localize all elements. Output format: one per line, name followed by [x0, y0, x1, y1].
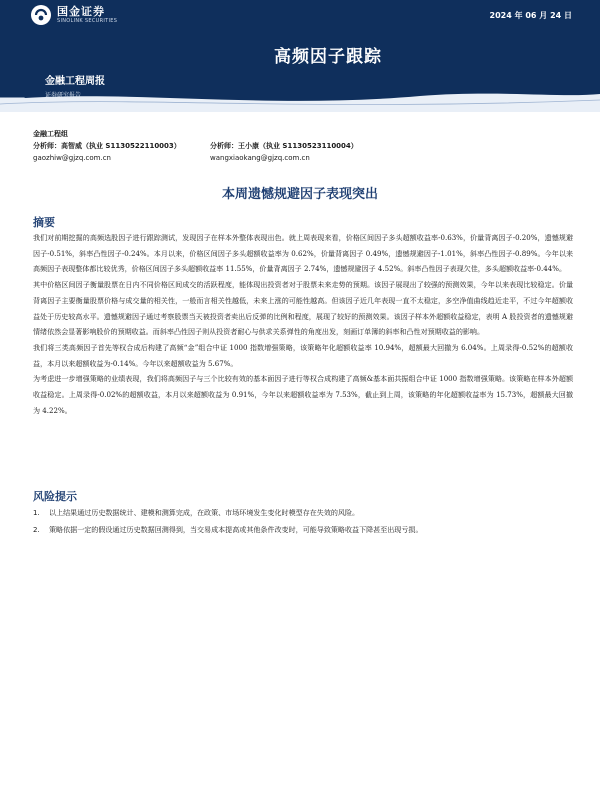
report-type: 证券研究报告	[45, 92, 82, 99]
report-title: 高频因子跟踪	[274, 47, 382, 67]
risk-section	[33, 488, 573, 537]
analyst-2-email[interactable]: wangxiaokang@gjzq.com.cn	[210, 154, 310, 162]
report-series: 金融工程周报	[45, 76, 105, 87]
abstract-paragraph: 我们将三类高频因子首先等权合成后构建了高频“金”组合中证 1000 指数增强策略，该策略年化超额收益率 10.94%，超额最大回撤为 6.04%。上周录得-0.52%的超额收益，本月以来超额收益为-0.14%。今年以来超额收益为 5.67%。	[33, 342, 573, 368]
analyst-block	[33, 128, 573, 164]
analyst-1-email[interactable]: gaozhiw@gjzq.com.cn	[33, 154, 111, 162]
risk-number: 1.	[33, 508, 40, 517]
document-title: 本周遗憾规避因子表现突出	[221, 187, 378, 202]
abstract-paragraph: 为考虑进一步增强策略的业绩表现，我们将高频因子与三个比较有效的基本面因子进行等权合成构建了高频&基本面共振组合中证 1000 指数增强策略。该策略在样本外超额收益稳定。上周录得-0.02%的超额收益，本月以来超额收益为 0.91%，今年以来超额收益率为 7.53%，截止到上周，该策略的年化超额收益率为 15.73%，超额最大回撤为 4.22%。	[33, 374, 573, 415]
abstract-section	[33, 214, 573, 418]
risk-item	[33, 522, 573, 538]
analyst-1: 分析师：高智威（执业 S1130522110003）	[33, 142, 181, 150]
abstract-paragraph: 其中价格区间因子衡量股票在日内不同价格区间成交的活跃程度，能体现出投资者对于股票未来走势的预期。该因子展现出了较强的预测效果，今年以来表现比较稳定。价量背离因子主要衡量股票价格与成交量的相关性，一般而言相关性越低，未来上涨的可能性越高。但该因子近几年表现一直不太稳定，多空净值曲线趋近走平，不过今年超额收益处于历史较高水平。遗憾规避因子通过考察股票当天被投资者卖出后反弹的比例和程度，展现了较好的预测效果。该因子样本外超额收益稳定，表明 A 股投资者的遗憾规避情绪依然会显著影响股价的预期收益。而斜率凸性因子则从投资者耐心与供求关系弹性的角度出发，刻画订单簿的斜率和凸性对预期收益的影响。	[33, 280, 573, 337]
risk-item	[33, 505, 573, 521]
abstract-paragraph: 我们对前期挖掘的高频选股因子进行跟踪测试，发现因子在样本外整体表现出色。就上周表现来看，价格区间因子多头超额收益率-0.63%，价量背离因子-0.20%，遗憾规避因子-0.51%，斜率凸性因子-0.24%。本月以来，价格区间因子多头超额收益率为 0.62%，价量背离因子 0.49%，遗憾规避因子-1.01%，斜率凸性因子-0.89%。今年以来高频因子表现整体都比较优秀，价格区间因子多头超额收益率 11.55%，价量背离因子 2.74%，遗憾规避因子 4.52%。斜率凸性因子表现欠佳，多头超额收益率-0.44%。	[33, 233, 573, 274]
company-logo	[30, 4, 117, 26]
risk-heading: 风险提示	[33, 490, 77, 503]
logo-mark-icon	[30, 4, 52, 26]
abstract-heading: 摘要	[33, 216, 55, 229]
analyst-group: 金融工程组	[33, 130, 68, 138]
report-header	[0, 0, 600, 112]
logo-name-cn: 国金证券	[57, 5, 105, 18]
analyst-2: 分析师：王小康（执业 S1130523110004）	[210, 142, 358, 150]
logo-name-en: SINOLINK SECURITIES	[57, 18, 118, 24]
risk-number: 2.	[33, 524, 40, 534]
risk-text: 策略依据一定的假设通过历史数据回测得到，当交易成本提高或其他条件改变时，可能导致策略收益下降甚至出现亏损。	[49, 524, 423, 534]
report-date: 2024 年 06 月 24 日	[489, 11, 572, 20]
risk-text: 以上结果通过历史数据统计、建模和测算完成，在政策、市场环境发生变化时模型存在失效的风险。	[49, 508, 360, 517]
